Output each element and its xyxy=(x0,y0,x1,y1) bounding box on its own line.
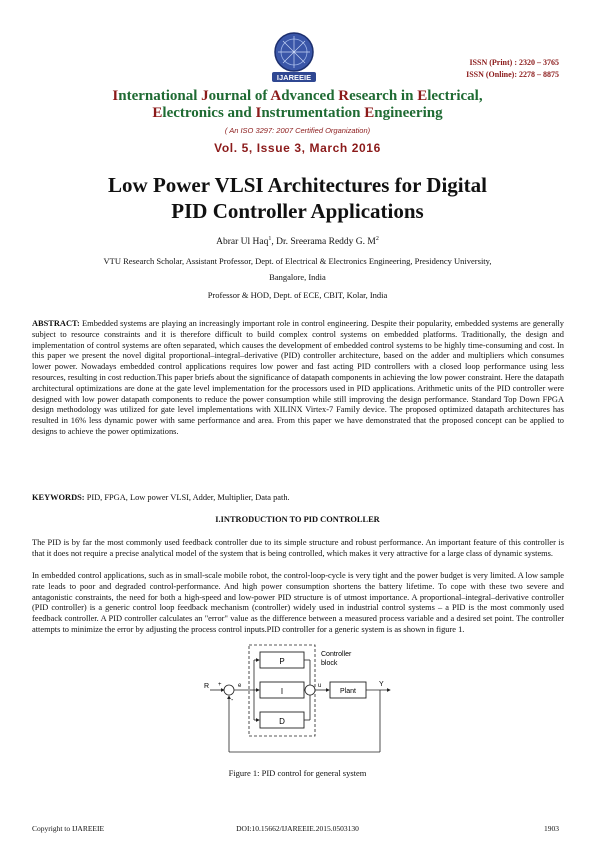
p-label: P xyxy=(279,657,285,666)
keywords: KEYWORDS: PID, FPGA, Low power VLSI, Adder, Multiplier, Data path. xyxy=(32,493,290,502)
controller-label: Controller xyxy=(321,651,352,658)
u-label: u xyxy=(318,683,322,689)
plant-label: Plant xyxy=(340,688,356,695)
issn-online: ISSN (Online): 2278 – 8875 xyxy=(466,70,559,79)
logo-text: IJAREEIE xyxy=(276,73,312,82)
intro-paragraph-2: In embedded control applications, such as in small-scale mobile robot, the control-loop-cycle is very tight and the power budget is very limited. A low sample rate leads to poor and degraded control-performance. And high power consumption shortens the battery lifetime. To cope with these two severe and antagonistic constraints, the need for both a high-speed and low-power PID structure is of utmost importance. A proportional–integral–derivative controller (PID controller) is a generic control loop feedback mechanism (controller) widely used in industrial control systems – a PID is the most commonly used feedback controller. A PID controller calculates an "error" value as the difference between a measured process variable and a desired set point. The controller attempts to minimize the error by adjusting the process control inputs.PID controller for a generic system is as shown in figure 1. xyxy=(32,571,564,634)
certification: ( An ISO 3297: 2007 Certified Organization) xyxy=(224,126,371,135)
summing-junction-output xyxy=(305,685,315,695)
issn-print: ISSN (Print) : 2320 – 3765 xyxy=(469,58,559,67)
d-label: D xyxy=(279,717,285,726)
paper-title: Low Power VLSI Architectures for Digital PID Controller Applications xyxy=(108,173,487,223)
volume-issue: Vol. 5, Issue 3, March 2016 xyxy=(214,141,381,155)
journal-name-line1: International Journal of Advanced Research in Electrical, xyxy=(112,88,483,104)
footer-copyright: Copyright to IJAREEIE xyxy=(32,824,105,833)
affiliation-1-line2: Bangalore, India xyxy=(269,272,326,282)
journal-name-line2: Electronics and Instrumentation Engineering xyxy=(152,105,443,121)
footer-doi: DOI:10.15662/IJAREEIE.2015.0503130 xyxy=(236,824,359,833)
affiliation-1-line1: VTU Research Scholar, Assistant Professor, Dept. of Electrical & Electronics Engineering, Presidency University, xyxy=(103,256,492,266)
summing-junction xyxy=(224,685,234,695)
i-label: I xyxy=(280,687,284,696)
affiliation-2: Professor & HOD, Dept. of ECE, CBIT, Kolar, India xyxy=(207,290,388,300)
section-heading: I.INTRODUCTION TO PID CONTROLLER xyxy=(215,515,380,524)
pid-block-diagram xyxy=(196,640,396,764)
figure-caption: Figure 1: PID control for general system xyxy=(228,768,367,778)
e-label: e xyxy=(238,683,242,689)
authors: Abrar Ul Haq$^1$, Dr. Sreerama Reddy G. $M^2$ xyxy=(216,236,379,248)
minus-sign: - xyxy=(231,697,234,704)
plus-sign: + xyxy=(218,682,222,688)
y-label: Y xyxy=(379,681,384,688)
abstract: ABSTRACT: Embedded systems are playing an increasingly important role in control engineering. Despite their popularity, embedded systems are generally subject to resource constraints and it is therefore difficult to build complex control systems on embedded platforms. Traditionally, the design and implementation of control systems are often separated, which causes the development of embedded control systems to be highly time-consuming and cost. In this paper we present the novel digital proportional–integral–derivative (PID) controller architecture, based on the adder and multipliers which consumes lower power. Nowadays embedded control applications requires low power and fast acting PID controllers with a closed loop performance using less resources, resulting in cost reduction.This paper briefs about the significance of datapath components in achieving the low power constraint. Here the datapath architectural optimizations are done at the gate level implementation for the processors used in PID applications. Arithmetic units of the PID controller were designed with low power datapath components to reduce the power consumption while still improving the design performance. Standard Top Down FPGA design methodology was utilized for gate level implementations with XILINX Virtex-7 Family device. The proposed optimized datapath architectures has resulted in 16% less dynamic power with same performance and area. From this paper we have demonstrated that the proposed concept can be applied to designs to achieve the power optimizations. xyxy=(32,319,564,436)
journal-logo xyxy=(266,28,322,86)
controller-block-label: block xyxy=(321,660,338,667)
intro-paragraph-1: The PID is by far the most commonly used feedback controller due to its simple structure and robust performance. An important feature of this controller is that it does not require a precise analytical model of the system that is being controlled, which makes it very attractive for a large class of dynamic systems. xyxy=(32,538,564,558)
r-label: R xyxy=(204,683,210,690)
footer-page-number: 1903 xyxy=(544,824,559,833)
